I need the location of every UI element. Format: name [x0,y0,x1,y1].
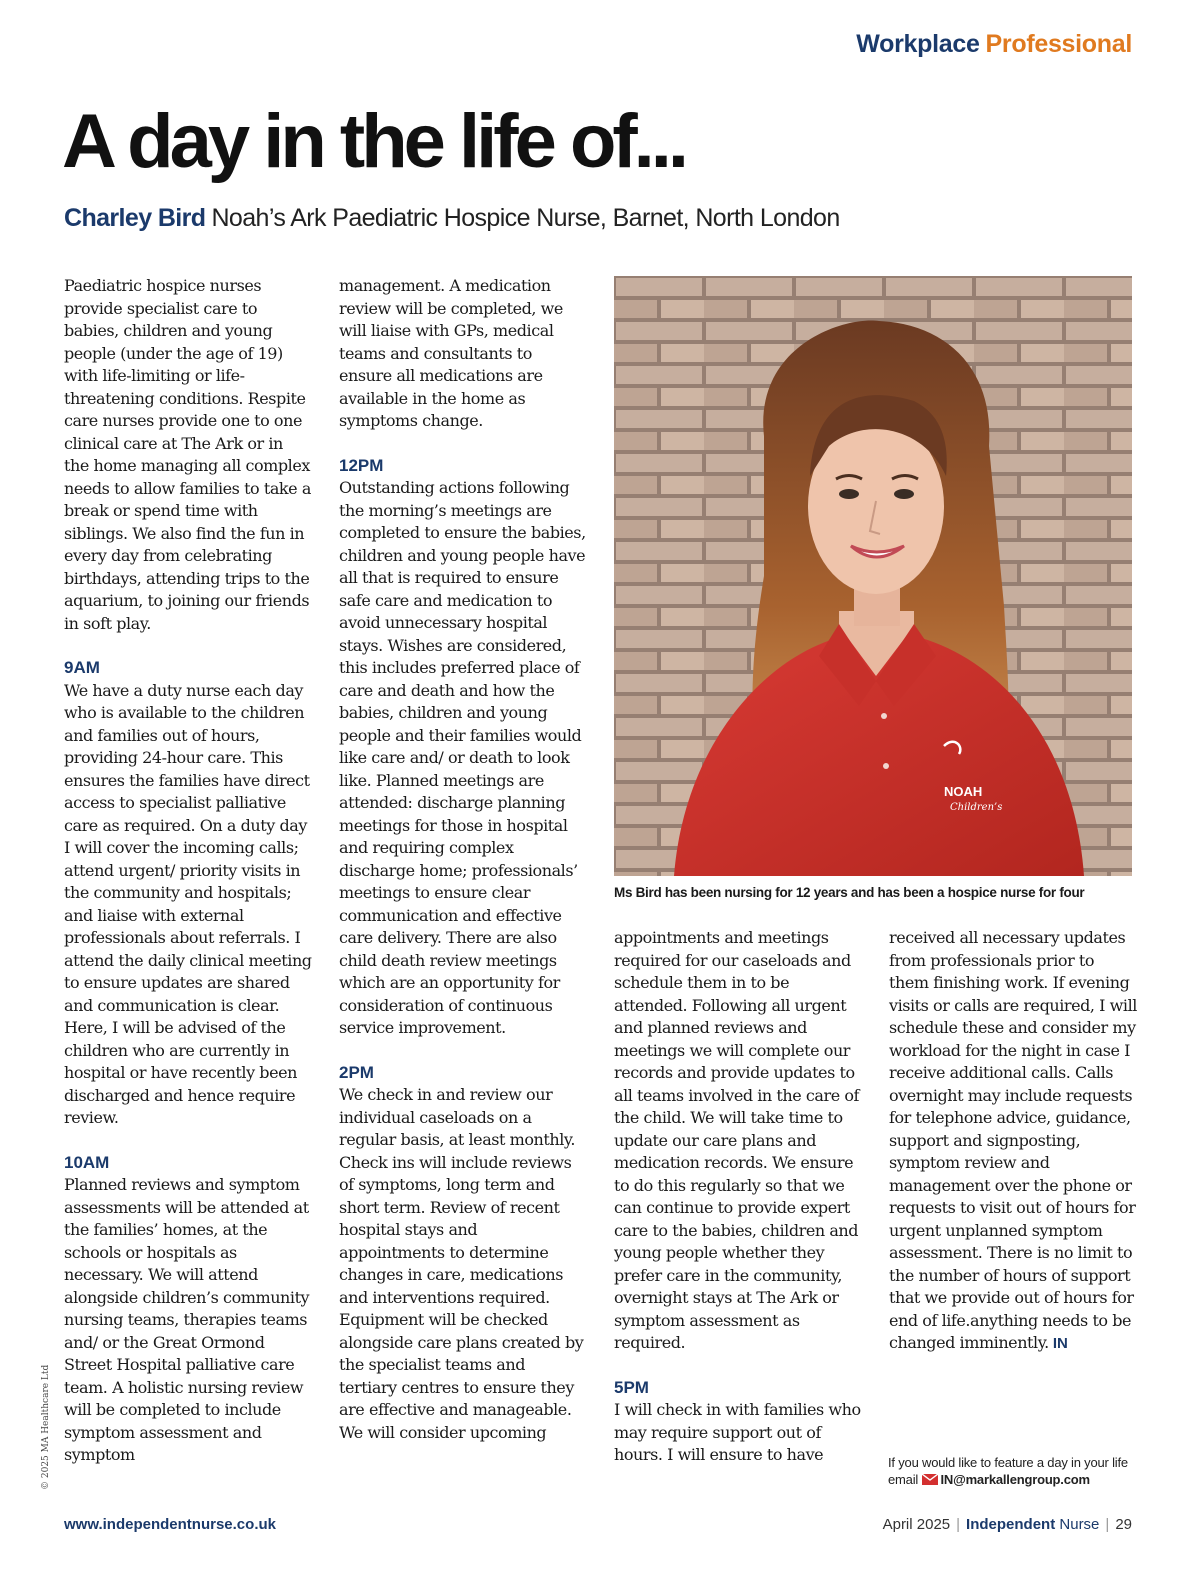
time-heading-5pm: 5PM [614,1377,649,1397]
section-tag-workplace: Workplace [856,30,980,58]
email-link[interactable]: IN@markallengroup.com [940,1472,1090,1487]
footer-magazine-name-b: Nurse [1059,1516,1100,1533]
shirt-logo-subtext: Children’s [950,802,1003,813]
section-tag-professional: Professional [985,30,1132,58]
paragraph-5pm-part2 [889,927,1137,1356]
paragraph-2pm-part2: appointments and meetings required for our caseloads and schedule them in to be attended. Following all urgent and planned reviews and meetings we will complete our records and provide updates to all teams involved in the care of the child. We will take time to update our care plans and medication records. We ensure to do this regularly so that we can continue to provide expert care to the babies, children and young people whether they prefer care in the community, overnight stays at The Ark or symptom assessment as required. [614,928,860,1352]
paragraph-5pm-text: received all necessary updates from professionals prior to them finishing work. If evening visits or calls are required, I will schedule these and consider my workload for the night in case I receive additional calls. Calls overnight may include requests for telephone advice, guidance, support and signposting, symptom review and management over the phone or requests to visit out of hours for urgent unplanned symptom assessment. There is no limit to the number of hours of support that we provide out of hours for end of life.anything needs to be changed imminently. [889,928,1137,1352]
column-4 [889,927,1137,1356]
time-heading-10am: 10AM [64,1152,110,1172]
portrait-illustration [614,276,1132,876]
portrait-photo [614,276,1132,876]
photo-caption: Ms Bird has been nursing for 12 years and has been a hospice nurse for four [614,885,1085,900]
shirt-logo: NOAH [944,784,983,799]
column-2 [339,275,587,1444]
section-tag [856,30,1132,59]
paragraph-5pm-part1: I will check in with families who may require support out of hours. I will ensure to have [614,1400,861,1464]
footer-issue-info: April 2025 | Independent Nurse | 29 [882,1516,1132,1533]
contact-text: If you would like to feature a day in your life [888,1455,1128,1470]
headline: A day in the life of... [62,99,686,184]
column-3 [614,927,862,1467]
byline-role: Noah’s Ark Paediatric Hospice Nurse, Barnet, North London [211,204,840,232]
email-icon [922,1474,938,1485]
intro-paragraph: Paediatric hospice nurses provide specialist care to babies, children and young people (under the age of 19) with life-limiting or life-threatening conditions. Respite care nurses provide one to one clinical care at The Ark or in the home managing all complex needs to allow families to take a break or spend time with siblings. We also find the fun in every day from celebrating birthdays, attending trips to the aquarium, to joining our friends in soft play. [64,276,311,633]
footer-page-number: 29 [1115,1516,1132,1533]
email-label: email [888,1472,919,1487]
byline-name: Charley Bird [64,204,206,232]
paragraph-10am-part1: Planned reviews and symptom assessments will be attended at the families’ homes, at the schools or hospitals as necessary. We will attend alongside children’s community nursing teams, therapies teams and/ or the Great Ormond Street Hospital palliative care team. A holistic nursing review will be completed to include symptom assessment and symptom [64,1175,310,1464]
footer-url-part2: nurse [191,1516,233,1533]
column-1 [64,275,312,1467]
footer-url-part3: .co.uk [232,1516,276,1533]
footer-url-part1: www.independent [64,1516,192,1533]
time-heading-12pm: 12PM [339,455,384,475]
byline [64,204,840,233]
paragraph-9am: We have a duty nurse each day who is available to the children and families out of hours, providing 24-hour care. This ensures the families have direct access to specialist palliative care as required. On a duty day I will cover the incoming calls; attend urgent/ priority visits in the community and hospitals; and liaise with external professionals about referrals. I attend the daily clinical meeting to ensure updates are shared and communication is clear. Here, I will be advised of the children who are currently in hospital or have recently been discharged and hence require review. [64,680,312,1127]
copyright-notice: © 2025 MA Healthcare Ltd [41,1364,51,1490]
paragraph-2pm-part1: We check in and review our individual caseloads on a regular basis, at least monthly. Check ins will include reviews of symptoms, long term and short term. Review of recent hospital stays and appointments to determine changes in care, medications and interventions required. Equipment will be checked alongside care plans created by the specialist teams and tertiary centres to ensure they are effective and manageable. We will consider upcoming [339,1085,584,1442]
footer-magazine-name-a: Independent [966,1516,1056,1533]
paragraph-10am-part2: management. A medication review will be completed, we will liaise with GPs, medical teams and consultants to ensure all medications are available in the home as symptoms change. [339,276,563,430]
contact-note [888,1454,1148,1488]
footer-website-link[interactable] [64,1516,276,1533]
time-heading-2pm: 2PM [339,1062,374,1082]
end-mark: IN [1052,1335,1068,1352]
footer-date: April 2025 [882,1516,951,1533]
paragraph-12pm: Outstanding actions following the morning’s meetings are completed to ensure the babies, children and young people have all that is required to ensure safe care and medication to avoid unnecessary hospital stays. Wishes are considered, this includes preferred place of care and death and how the babies, children and young people and their families would like care and/ or death to look like. Planned meetings are attended: discharge planning meetings for those in hospital and requiring complex discharge home; professionals’ meetings to ensure clear communication and effective care delivery. There are also child death review meetings which are an opportunity for consideration of continuous service improvement. [339,478,586,1037]
time-heading-9am: 9AM [64,658,100,677]
